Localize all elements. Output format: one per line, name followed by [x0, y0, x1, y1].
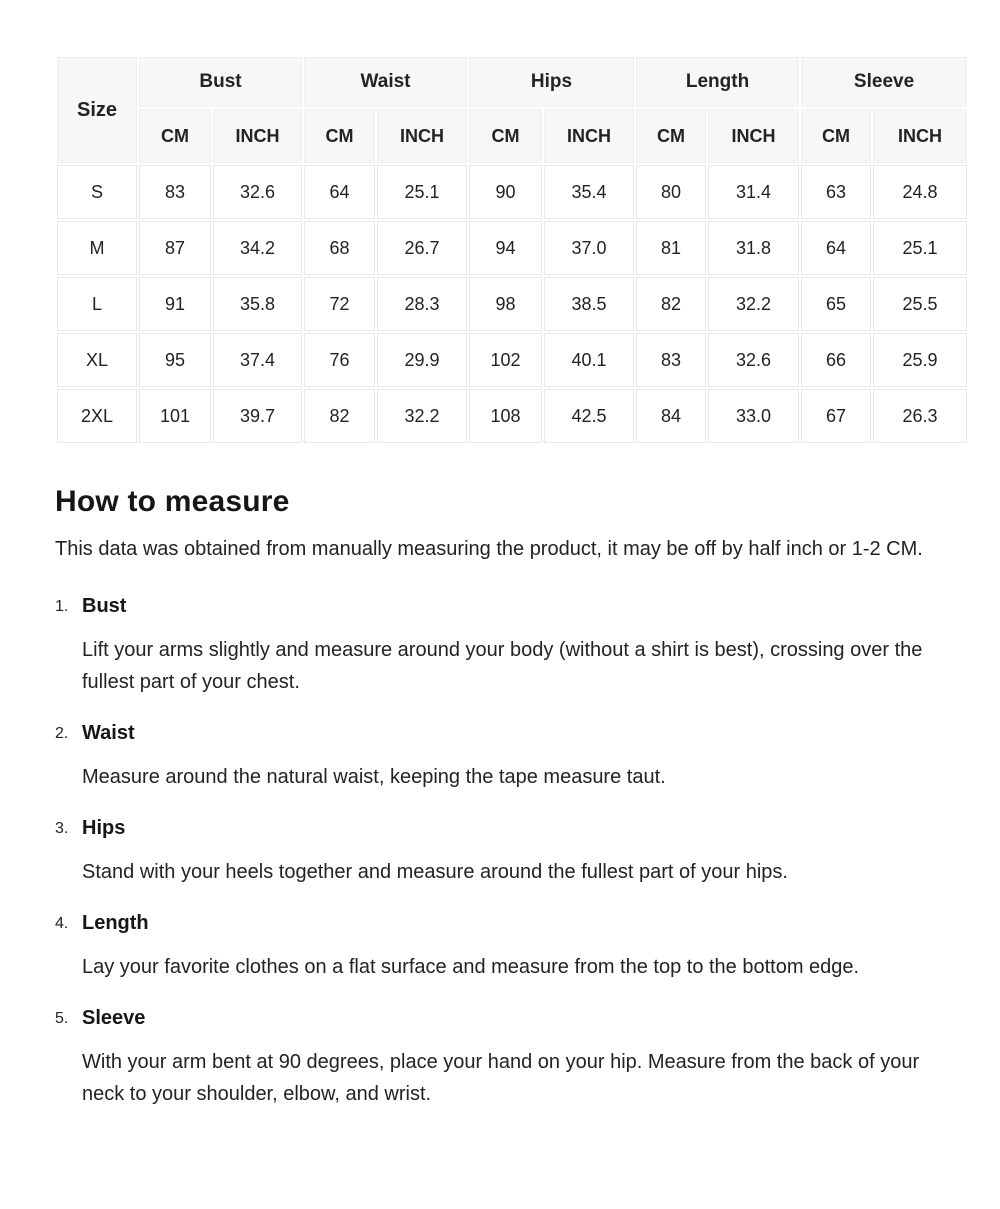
value-cell: 98: [469, 277, 542, 331]
size-column-header: Size: [57, 57, 137, 163]
list-item-length: [55, 910, 945, 995]
how-to-measure-heading: How to measure: [55, 485, 290, 518]
list-number: 1.: [55, 598, 69, 615]
value-cell: 25.1: [873, 221, 967, 275]
value-cell: 64: [304, 165, 375, 219]
list-number: 5.: [55, 1010, 69, 1027]
value-cell: 28.3: [377, 277, 467, 331]
group-header-row: [57, 57, 967, 107]
unit-header-cm: CM: [636, 109, 706, 163]
unit-header-inch: INCH: [544, 109, 634, 163]
list-number: 4.: [55, 915, 69, 932]
group-header-length: Length: [636, 57, 799, 107]
value-cell: 38.5: [544, 277, 634, 331]
value-cell: 39.7: [213, 389, 302, 443]
value-cell: 26.7: [377, 221, 467, 275]
list-description: Stand with your heels together and measure around the fullest part of your hips.: [82, 861, 788, 883]
table-row: [57, 333, 967, 387]
value-cell: 108: [469, 389, 542, 443]
value-cell: 31.8: [708, 221, 799, 275]
unit-header-row: [57, 109, 967, 163]
table-row: [57, 389, 967, 443]
measure-instruction-list: [55, 593, 945, 1122]
list-number: 2.: [55, 725, 69, 742]
value-cell: 37.4: [213, 333, 302, 387]
value-cell: 81: [636, 221, 706, 275]
value-cell: 65: [801, 277, 871, 331]
list-description: Lift your arms slightly and measure around your body (without a shirt is best), crossing over the fullest part of your chest.: [82, 639, 923, 693]
unit-header-inch: INCH: [213, 109, 302, 163]
value-cell: 40.1: [544, 333, 634, 387]
size-cell: L: [57, 277, 137, 331]
unit-header-inch: INCH: [708, 109, 799, 163]
list-item-waist: [55, 720, 945, 805]
value-cell: 32.2: [708, 277, 799, 331]
value-cell: 32.2: [377, 389, 467, 443]
value-cell: 32.6: [708, 333, 799, 387]
size-chart-table: [55, 55, 969, 445]
list-item-hips: [55, 815, 945, 900]
group-header-sleeve: Sleeve: [801, 57, 967, 107]
table-row: [57, 277, 967, 331]
unit-header-cm: CM: [304, 109, 375, 163]
list-description: With your arm bent at 90 degrees, place your hand on your hip. Measure from the back of your neck to your shoulder, elbow, and wrist.: [82, 1051, 920, 1105]
list-description: Measure around the natural waist, keeping the tape measure taut.: [82, 766, 666, 788]
list-item-bust: [55, 593, 945, 710]
list-term: Waist: [82, 722, 135, 744]
value-cell: 35.4: [544, 165, 634, 219]
list-item-sleeve: [55, 1005, 945, 1122]
value-cell: 83: [636, 333, 706, 387]
value-cell: 25.1: [377, 165, 467, 219]
value-cell: 32.6: [213, 165, 302, 219]
value-cell: 29.9: [377, 333, 467, 387]
value-cell: 95: [139, 333, 211, 387]
value-cell: 90: [469, 165, 542, 219]
unit-header-cm: CM: [469, 109, 542, 163]
list-term: Bust: [82, 595, 127, 617]
value-cell: 91: [139, 277, 211, 331]
value-cell: 84: [636, 389, 706, 443]
value-cell: 67: [801, 389, 871, 443]
value-cell: 34.2: [213, 221, 302, 275]
value-cell: 82: [304, 389, 375, 443]
value-cell: 76: [304, 333, 375, 387]
table-row: [57, 165, 967, 219]
group-header-hips: Hips: [469, 57, 634, 107]
value-cell: 25.5: [873, 277, 967, 331]
value-cell: 35.8: [213, 277, 302, 331]
size-cell: S: [57, 165, 137, 219]
unit-header-inch: INCH: [377, 109, 467, 163]
table-row: [57, 221, 967, 275]
group-header-bust: Bust: [139, 57, 302, 107]
list-term: Length: [82, 912, 149, 934]
size-cell: M: [57, 221, 137, 275]
list-term: Hips: [82, 817, 126, 839]
value-cell: 37.0: [544, 221, 634, 275]
value-cell: 63: [801, 165, 871, 219]
value-cell: 102: [469, 333, 542, 387]
list-term: Sleeve: [82, 1007, 146, 1029]
value-cell: 66: [801, 333, 871, 387]
value-cell: 101: [139, 389, 211, 443]
value-cell: 87: [139, 221, 211, 275]
value-cell: 68: [304, 221, 375, 275]
size-cell: 2XL: [57, 389, 137, 443]
value-cell: 31.4: [708, 165, 799, 219]
value-cell: 42.5: [544, 389, 634, 443]
value-cell: 26.3: [873, 389, 967, 443]
unit-header-inch: INCH: [873, 109, 967, 163]
unit-header-cm: CM: [139, 109, 211, 163]
group-header-waist: Waist: [304, 57, 467, 107]
value-cell: 83: [139, 165, 211, 219]
value-cell: 64: [801, 221, 871, 275]
value-cell: 72: [304, 277, 375, 331]
list-number: 3.: [55, 820, 69, 837]
value-cell: 94: [469, 221, 542, 275]
value-cell: 80: [636, 165, 706, 219]
list-description: Lay your favorite clothes on a flat surface and measure from the top to the bottom edge.: [82, 956, 860, 978]
unit-header-cm: CM: [801, 109, 871, 163]
value-cell: 33.0: [708, 389, 799, 443]
value-cell: 82: [636, 277, 706, 331]
value-cell: 25.9: [873, 333, 967, 387]
measurement-disclaimer: This data was obtained from manually measuring the product, it may be off by half inch or 1-2 CM.: [55, 538, 923, 560]
size-cell: XL: [57, 333, 137, 387]
value-cell: 24.8: [873, 165, 967, 219]
